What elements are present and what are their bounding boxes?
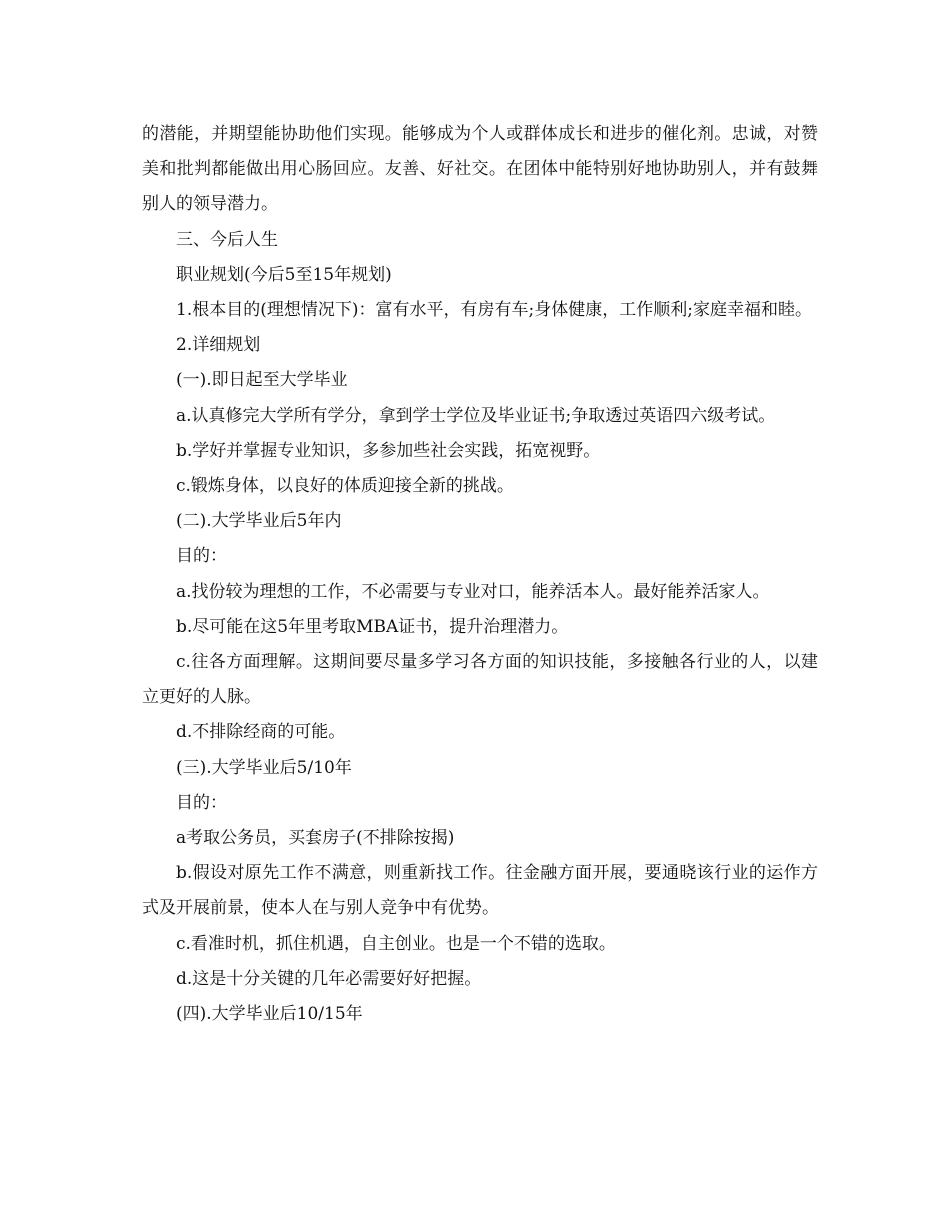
document-body [142,117,818,1032]
section-heading: 三、今后人生 [176,229,278,250]
list-item: b.假设对原先工作不满意，则重新找工作。往金融方面开展，要通晓该行业的运作方式及开展前景，使本人在与别人竞争中有优势。 [142,863,818,919]
list-item: a.认真修完大学所有学分，拿到学士学位及毕业证书;争取透过英语四六级考试。 [176,405,776,426]
list-item: b.学好并掌握专业知识，多参加些社会实践，拓宽视野。 [176,440,601,461]
paragraph: 1.根本目的(理想情况下)：富有水平，有房有车;身体健康，工作顺利;家庭幸福和睦。 [176,300,812,321]
list-heading: (四).大学毕业后10/15年 [176,1004,363,1025]
list-item: c.锻炼身体，以良好的体质迎接全新的挑战。 [176,476,514,497]
list-heading: (一).即日起至大学毕业 [176,370,348,391]
list-item: c.往各方面理解。这期间要尽量多学习各方面的知识技能，多接触各行业的人，以建立更好的人脉。 [142,652,818,708]
subsection-heading: 职业规划(今后5至15年规划) [176,264,392,285]
list-item: a考取公务员，买套房子(不排除按揭) [176,828,455,849]
list-heading: (三).大学毕业后5/10年 [176,757,352,778]
goal-label: 目的： [176,546,227,567]
list-heading: (二).大学毕业后5年内 [176,511,342,532]
goal-label: 目的： [176,792,227,813]
list-item: c.看准时机，抓住机遇，自主创业。也是一个不错的选取。 [176,933,616,954]
paragraph: 的潜能，并期望能协助他们实现。能够成为个人或群体成长和进步的催化剂。忠诚，对赞美和批判都能做出用心肠回应。友善、好社交。在团体中能特别好地协助别人，并有鼓舞别人的领导潜力。 [142,124,818,215]
list-item: a.找份较为理想的工作，不必需要与专业对口，能养活本人。最好能养活家人。 [176,581,770,602]
subsection-heading: 2.详细规划 [176,335,261,356]
list-item: b.尽可能在这5年里考取MBA证书，提升治理潜力。 [176,616,569,637]
list-item: d.这是十分关键的几年必需要好好把握。 [176,968,482,989]
list-item: d.不排除经商的可能。 [176,722,346,743]
